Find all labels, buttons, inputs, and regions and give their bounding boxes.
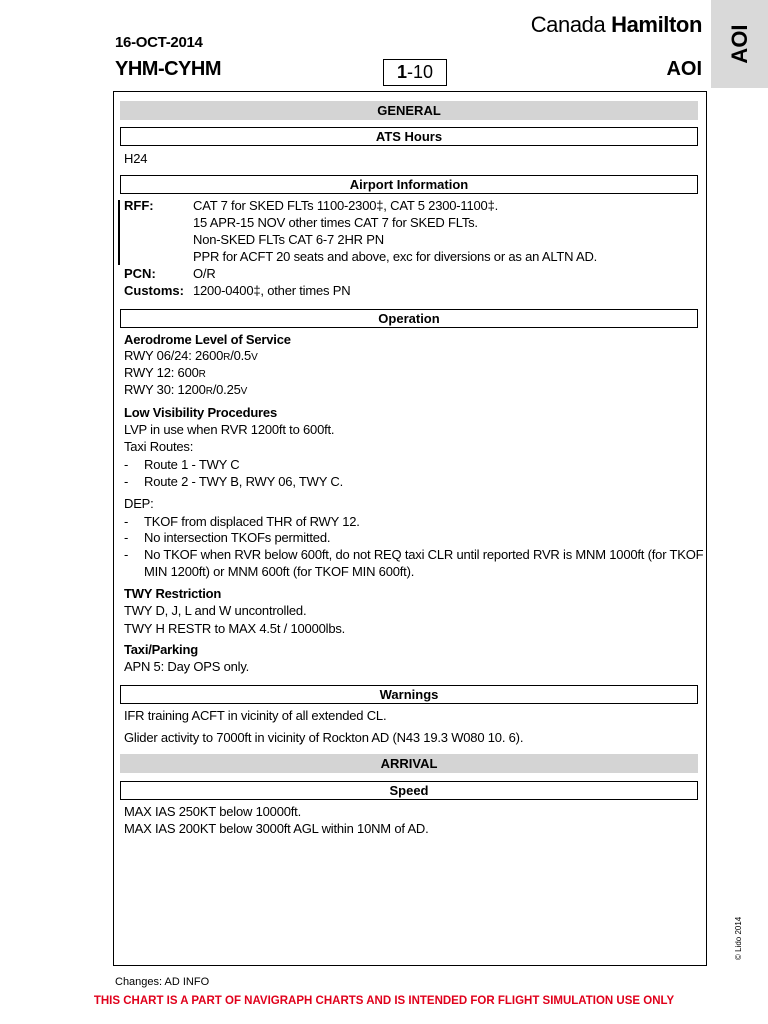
- route-item: Route 1 - TWY C: [144, 457, 240, 472]
- rff-line: CAT 7 for SKED FLTs 1100-2300‡, CAT 5 2300-1100‡.: [193, 198, 499, 213]
- speed-header: Speed: [120, 781, 698, 800]
- customs-value: 1200-0400‡, other times PN: [193, 283, 351, 298]
- warning-line: Glider activity to 7000ft in vicinity of Rockton AD (N43 19.3 W080 10. 6).: [124, 730, 524, 745]
- arrival-header: ARRIVAL: [120, 754, 698, 773]
- section-tab-label: AOI: [726, 24, 752, 64]
- aerodrome-level-title: Aerodrome Level of Service: [124, 332, 291, 347]
- route-item: Route 2 - TWY B, RWY 06, TWY C.: [144, 474, 343, 489]
- pcn-value: O/R: [193, 266, 216, 281]
- list-dash: -: [124, 514, 129, 529]
- section-code: AOI: [666, 58, 702, 80]
- location-title: [531, 12, 702, 38]
- list-dash: -: [124, 474, 129, 489]
- country: Canada: [530, 12, 606, 37]
- ats-hours-value: H24: [124, 151, 148, 166]
- operation-header: Operation: [120, 309, 698, 328]
- speed-line: MAX IAS 250KT below 10000ft.: [124, 804, 301, 819]
- ats-hours-header: ATS Hours: [120, 127, 698, 146]
- general-header: GENERAL: [120, 101, 698, 120]
- pcn-label: PCN:: [124, 266, 156, 281]
- twy-line: TWY D, J, L and W uncontrolled.: [124, 603, 307, 618]
- customs-label: Customs:: [124, 283, 184, 298]
- list-dash: -: [124, 530, 129, 545]
- twy-line: TWY H RESTR to MAX 4.5t / 10000lbs.: [124, 621, 346, 636]
- list-dash: -: [124, 457, 129, 472]
- rff-line: PPR for ACFT 20 seats and above, exc for diversions or as an ALTN AD.: [193, 249, 598, 264]
- warning-line: IFR training ACFT in vicinity of all extended CL.: [124, 708, 387, 723]
- station-id: YHM-CYHM: [115, 58, 221, 80]
- chart-date: 16-OCT-2014: [115, 34, 203, 51]
- airport-info-header: Airport Information: [120, 175, 698, 194]
- changes-note: Changes: AD INFO: [115, 976, 210, 988]
- rwy-line: RWY 06/24: 2600R/0.5V: [124, 348, 258, 363]
- section-tab: [711, 0, 768, 88]
- copyright: © Lido 2014: [734, 916, 743, 960]
- speed-line: MAX IAS 200KT below 3000ft AGL within 10NM of AD.: [124, 821, 429, 836]
- taxi-parking-line: APN 5: Day OPS only.: [124, 659, 250, 674]
- dep-item: No intersection TKOFs permitted.: [144, 530, 331, 545]
- list-dash: -: [124, 547, 129, 562]
- dep-item: TKOF from displaced THR of RWY 12.: [144, 514, 360, 529]
- rff-label: RFF:: [124, 198, 154, 213]
- rwy-line: RWY 30: 1200R/0.25V: [124, 382, 248, 397]
- simulation-notice: THIS CHART IS A PART OF NAVIGRAPH CHARTS AND IS INTENDED FOR FLIGHT SIMULATION USE ONLY: [93, 995, 675, 1007]
- lvp-title: Low Visibility Procedures: [124, 405, 277, 420]
- lvp-line: LVP in use when RVR 1200ft to 600ft.: [124, 422, 335, 437]
- page-number: [383, 59, 447, 86]
- dep-item: No TKOF when RVR below 600ft, do not REQ taxi CLR until reported RVR is MNM 1000ft (for TKOF: [144, 547, 704, 562]
- dep-label: DEP:: [124, 496, 154, 511]
- taxi-routes-label: Taxi Routes:: [124, 439, 194, 454]
- dep-item-cont: MIN 1200ft) or MNM 600ft (for TKOF MIN 600ft).: [144, 564, 415, 579]
- page-suffix: -10: [407, 62, 434, 82]
- rff-line: 15 APR-15 NOV other times CAT 7 for SKED FLTs.: [193, 215, 478, 230]
- warnings-header: Warnings: [120, 685, 698, 704]
- taxi-parking-title: Taxi/Parking: [124, 642, 198, 657]
- twy-restriction-title: TWY Restriction: [124, 586, 222, 601]
- rff-line: Non-SKED FLTs CAT 6-7 2HR PN: [193, 232, 384, 247]
- rwy-line: RWY 12: 600R: [124, 365, 206, 380]
- city: Hamilton: [611, 12, 702, 37]
- page-prefix: 1: [396, 62, 407, 82]
- change-bar: [118, 200, 120, 265]
